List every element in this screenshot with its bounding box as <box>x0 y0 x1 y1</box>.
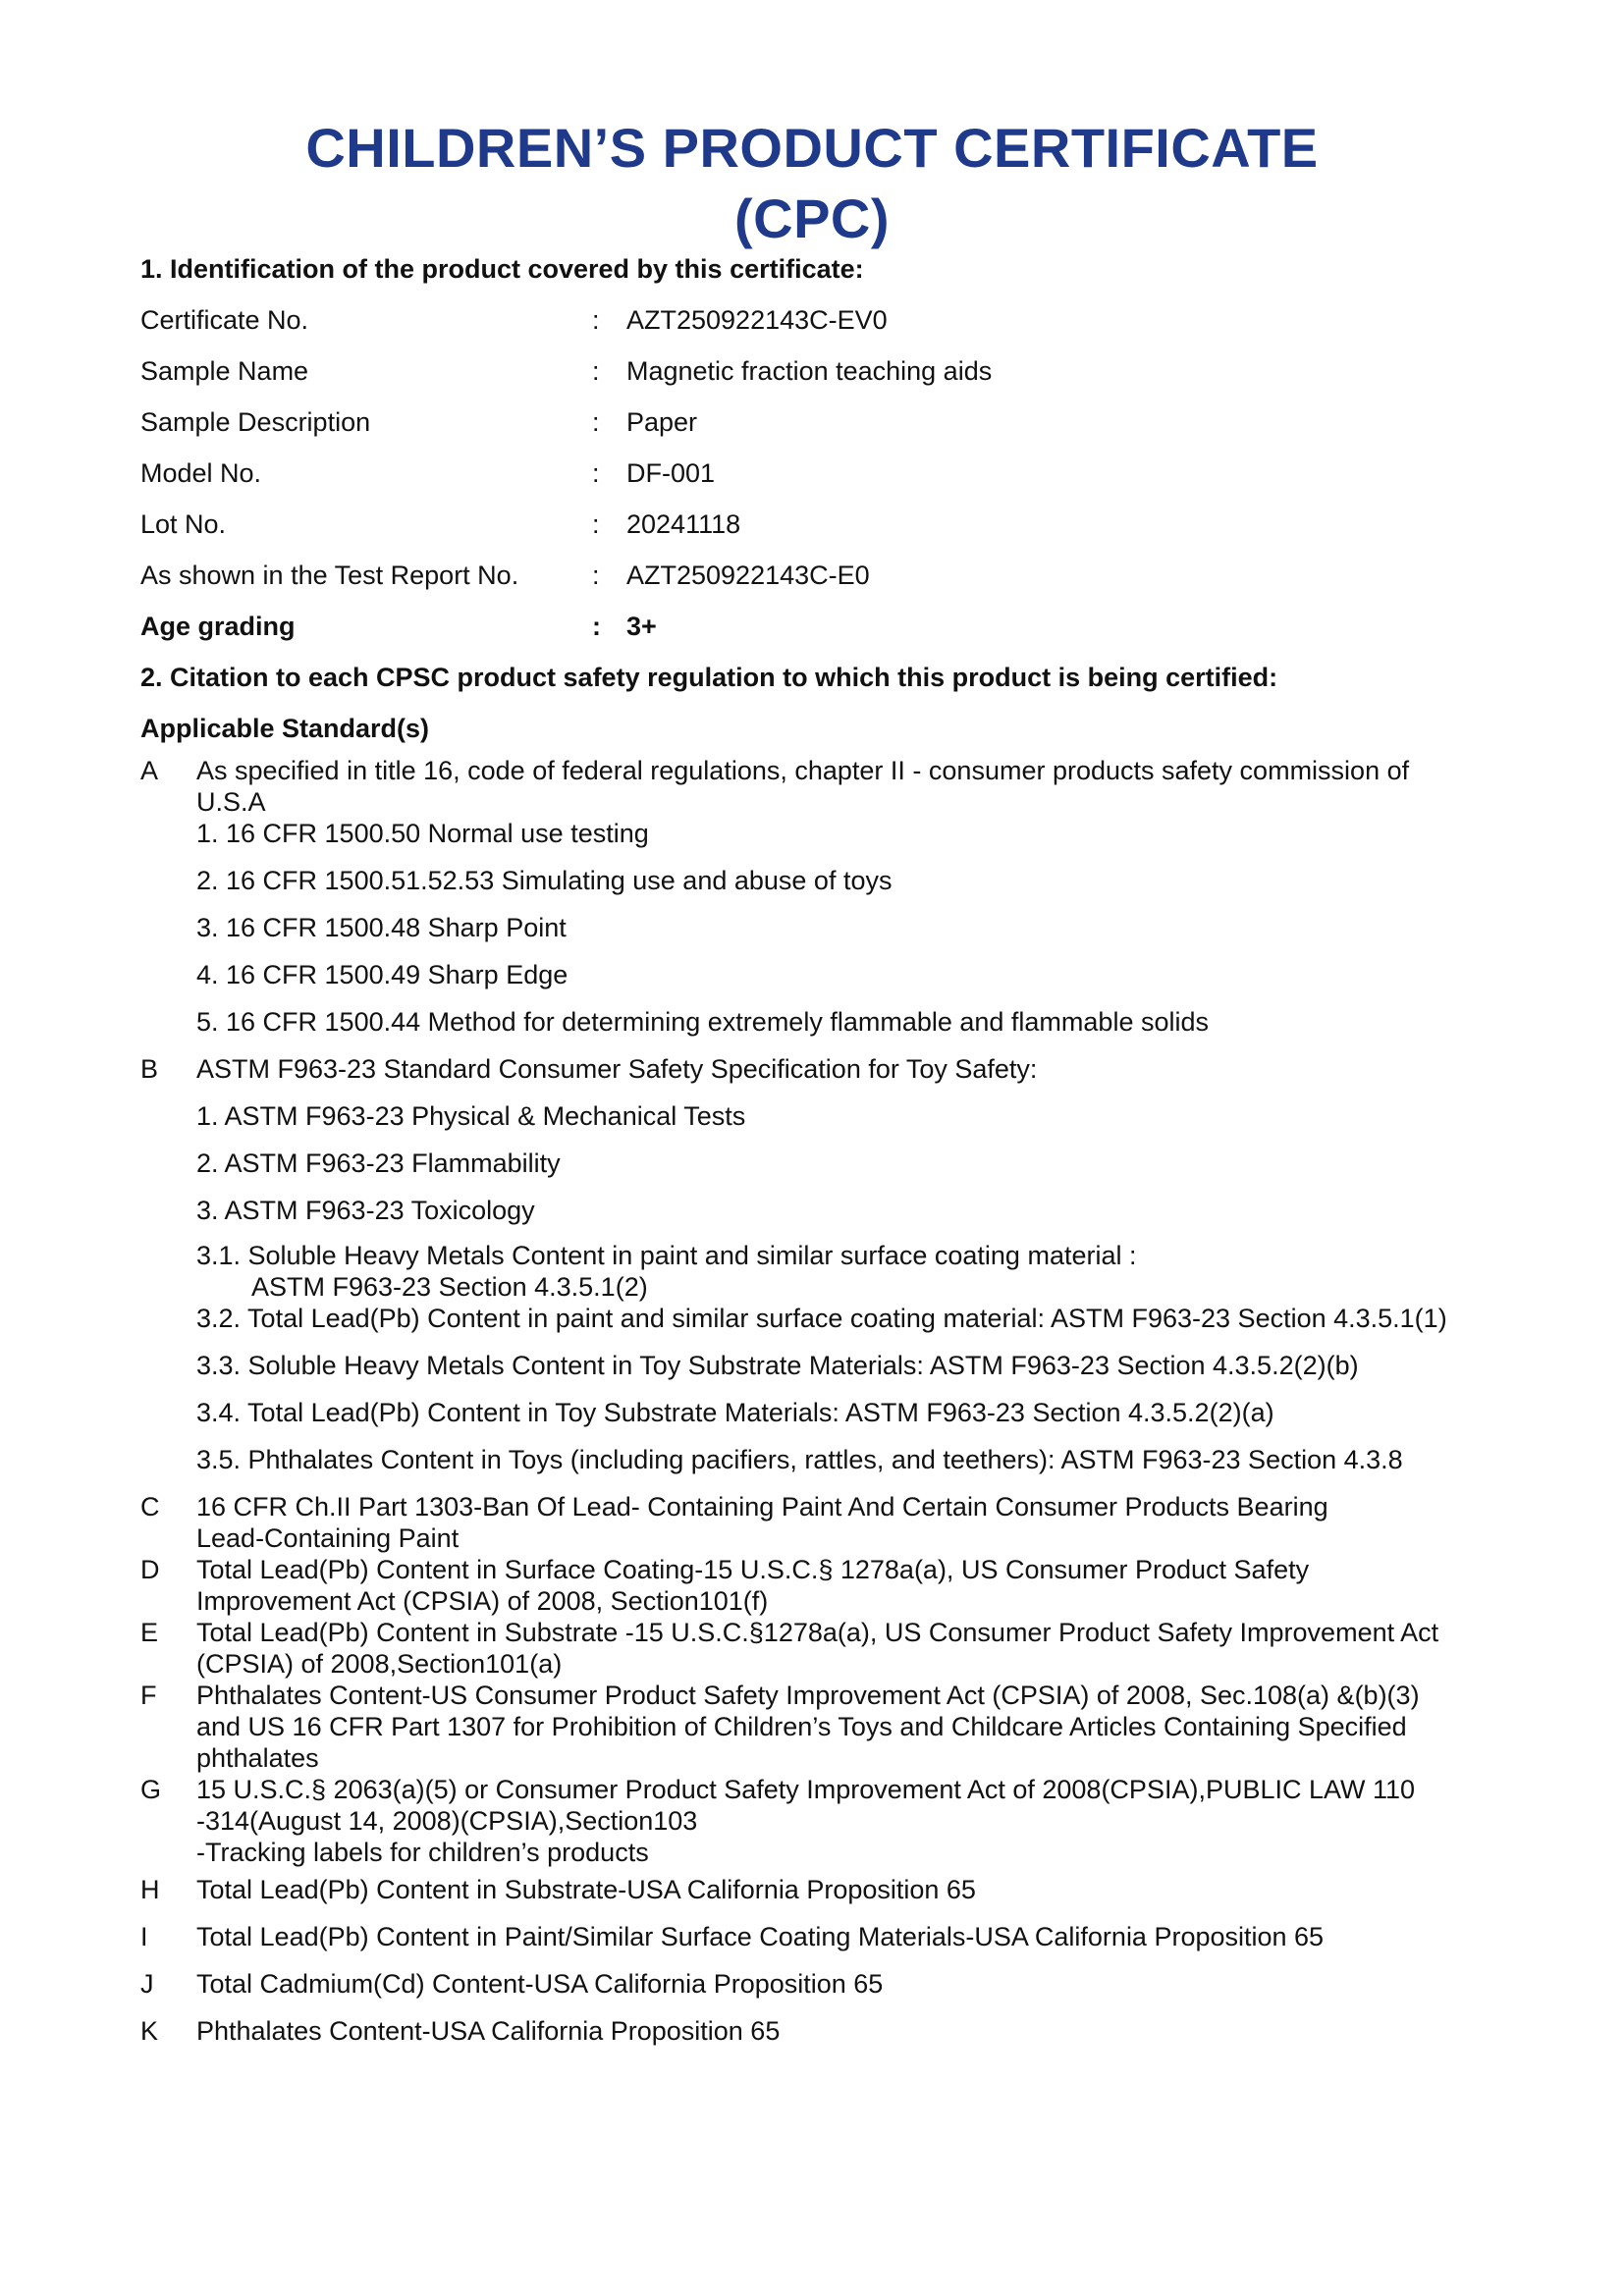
standard-a-text-line-2: U.S.A <box>196 787 266 817</box>
field-colon: : <box>592 305 600 335</box>
field-value-certificate-no: AZT250922143C-EV0 <box>626 305 888 335</box>
standard-a-item: 1. 16 CFR 1500.50 Normal use testing <box>196 819 649 848</box>
standard-letter-h: H <box>140 1875 160 1904</box>
standard-b-item: 3. ASTM F963-23 Toxicology <box>196 1196 535 1225</box>
field-value-lot-no: 20241118 <box>626 509 741 539</box>
standard-a-item: 5. 16 CFR 1500.44 Method for determining extremely flammable and flammable solids <box>196 1007 1209 1037</box>
standard-a-text-line-1: As specified in title 16, code of federal regulations, chapter II - consumer products safety commission of <box>196 756 1410 785</box>
field-label-sample-description: Sample Description <box>140 407 371 437</box>
standard-b-item: 2. ASTM F963-23 Flammability <box>196 1148 561 1178</box>
standard-g-text-line: -314(August 14, 2008)(CPSIA),Section103 <box>196 1806 698 1836</box>
standard-b-item: 1. ASTM F963-23 Physical & Mechanical Tests <box>196 1101 746 1131</box>
standard-b-subitem: 3.2. Total Lead(Pb) Content in paint and similar surface coating material: ASTM F963-23 Section 4.3.5.1(1) <box>196 1304 1447 1333</box>
standard-e-text-line: (CPSIA) of 2008,Section101(a) <box>196 1649 563 1679</box>
section-1-heading: 1. Identification of the product covered by this certificate: <box>140 254 864 284</box>
field-label-lot-no: Lot No. <box>140 509 227 539</box>
standard-letter-d: D <box>140 1555 160 1584</box>
field-colon: : <box>592 612 601 641</box>
standard-a-item: 3. 16 CFR 1500.48 Sharp Point <box>196 913 567 942</box>
field-value-test-report-no: AZT250922143C-E0 <box>626 561 870 590</box>
field-value-age-grading: 3+ <box>626 612 657 641</box>
standard-a-item: 4. 16 CFR 1500.49 Sharp Edge <box>196 960 568 989</box>
standard-e-text-line: Total Lead(Pb) Content in Substrate -15 U.S.C.§1278a(a), US Consumer Product Safety Improvement Act <box>196 1618 1439 1647</box>
standard-letter-a: A <box>140 756 159 785</box>
field-label-test-report-no: As shown in the Test Report No. <box>140 561 519 590</box>
standard-f-text-line: Phthalates Content-US Consumer Product Safety Improvement Act (CPSIA) of 2008, Sec.108(a) &(b)(3) <box>196 1681 1420 1710</box>
standard-g-text-line: -Tracking labels for children’s products <box>196 1838 649 1867</box>
field-label-model-no: Model No. <box>140 458 262 488</box>
standard-letter-b: B <box>140 1054 159 1084</box>
standard-letter-k: K <box>140 2016 159 2046</box>
standard-b-subitem: 3.4. Total Lead(Pb) Content in Toy Substrate Materials: ASTM F963-23 Section 4.3.5.2(2)(a) <box>196 1398 1274 1427</box>
field-colon: : <box>592 458 600 488</box>
field-value-model-no: DF-001 <box>626 458 716 488</box>
standard-a-item: 2. 16 CFR 1500.51.52.53 Simulating use and abuse of toys <box>196 866 893 895</box>
standard-letter-e: E <box>140 1618 159 1647</box>
field-label-age-grading: Age grading <box>140 612 296 641</box>
standard-h-text-line: Total Lead(Pb) Content in Substrate-USA California Proposition 65 <box>196 1875 976 1904</box>
standard-k-text-line: Phthalates Content-USA California Proposition 65 <box>196 2016 781 2046</box>
applicable-standards-heading: Applicable Standard(s) <box>140 714 430 743</box>
field-colon: : <box>592 509 600 539</box>
standard-b-subitem: 3.1. Soluble Heavy Metals Content in paint and similar surface coating material : <box>196 1241 1137 1270</box>
field-colon: : <box>592 561 600 590</box>
standard-b-text: ASTM F963-23 Standard Consumer Safety Specification for Toy Safety: <box>196 1054 1038 1084</box>
standard-d-text-line: Total Lead(Pb) Content in Surface Coating-15 U.S.C.§ 1278a(a), US Consumer Product Safety <box>196 1555 1310 1584</box>
standard-d-text-line: Improvement Act (CPSIA) of 2008, Section101(f) <box>196 1586 769 1616</box>
section-2-heading: 2. Citation to each CPSC product safety regulation to which this product is being certified: <box>140 663 1278 692</box>
standard-g-text-line: 15 U.S.C.§ 2063(a)(5) or Consumer Product Safety Improvement Act of 2008(CPSIA),PUBLIC LAW 110 <box>196 1775 1416 1804</box>
standard-b-subitem: 3.5. Phthalates Content in Toys (including pacifiers, rattles, and teethers): ASTM F963-23 Section 4.3.8 <box>196 1445 1403 1474</box>
page-title: CHILDREN’S PRODUCT CERTIFICATE <box>305 117 1319 179</box>
standard-b-subitem-continuation: ASTM F963-23 Section 4.3.5.1(2) <box>251 1272 648 1302</box>
standard-letter-i: I <box>140 1922 148 1951</box>
field-colon: : <box>592 407 600 437</box>
field-value-sample-description: Paper <box>626 407 698 437</box>
page-title-abbreviation: (CPC) <box>733 187 891 249</box>
standard-letter-c: C <box>140 1492 160 1522</box>
field-label-certificate-no: Certificate No. <box>140 305 309 335</box>
field-colon: : <box>592 356 600 386</box>
standard-i-text-line: Total Lead(Pb) Content in Paint/Similar Surface Coating Materials-USA California Proposition 65 <box>196 1922 1325 1951</box>
field-label-sample-name: Sample Name <box>140 356 309 386</box>
standard-c-text-line: Lead-Containing Paint <box>196 1523 460 1553</box>
standard-letter-g: G <box>140 1775 162 1804</box>
standard-letter-f: F <box>140 1681 157 1710</box>
standard-c-text-line: 16 CFR Ch.II Part 1303-Ban Of Lead- Containing Paint And Certain Consumer Products Bearing <box>196 1492 1328 1522</box>
standard-j-text-line: Total Cadmium(Cd) Content-USA California Proposition 65 <box>196 1969 884 1999</box>
standard-f-text-line: phthalates <box>196 1743 319 1773</box>
standard-b-subitem: 3.3. Soluble Heavy Metals Content in Toy Substrate Materials: ASTM F963-23 Section 4.3.5.2(2)(b) <box>196 1351 1359 1380</box>
standard-letter-j: J <box>140 1969 154 1999</box>
field-value-sample-name: Magnetic fraction teaching aids <box>626 356 993 386</box>
standard-f-text-line: and US 16 CFR Part 1307 for Prohibition of Children’s Toys and Childcare Articles Containing Specified <box>196 1712 1407 1741</box>
